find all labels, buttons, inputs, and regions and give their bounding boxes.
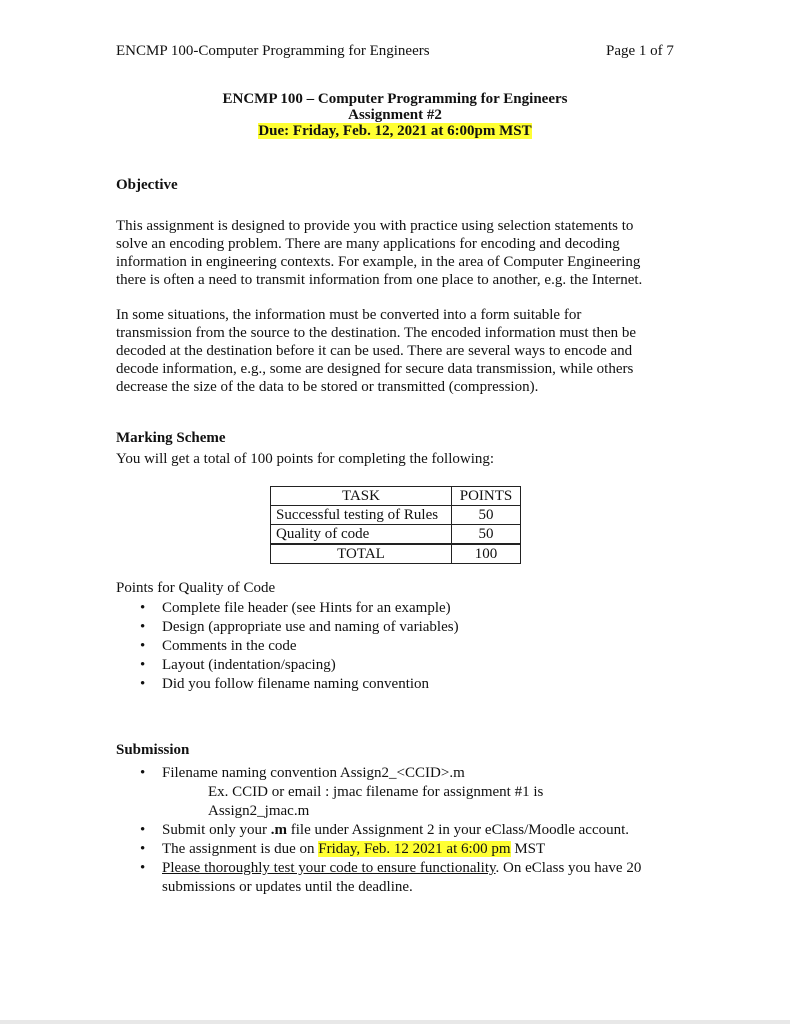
document-title: ENCMP 100 – Computer Programming for Engineers (222, 91, 568, 107)
due-date-highlight: Due: Friday, Feb. 12, 2021 at 6:00pm MST (258, 123, 532, 139)
table-header-task: TASK (271, 487, 452, 506)
table-total-row (271, 544, 521, 564)
assignment-number: Assignment #2 (348, 107, 442, 123)
bullet-icon: • (140, 841, 146, 857)
list-item: • The assignment is due on Friday, Feb. 12 2021 at 6:00 pm MST (140, 841, 546, 857)
bullet-icon: • (140, 657, 146, 673)
testing-instruction-line2: submissions or updates until the deadline. (162, 879, 413, 895)
table-cell-task: Successful testing of Rules (271, 506, 452, 525)
page-number: Page 1 of 7 (606, 43, 674, 59)
bullet-icon: • (140, 822, 146, 838)
list-item: • Complete file header (see Hints for an example) (140, 600, 451, 616)
table-total-label: TOTAL (271, 544, 452, 564)
table-total-value: 100 (452, 544, 521, 564)
bullet-icon: • (140, 619, 146, 635)
table-cell-points: 50 (452, 525, 521, 545)
list-item: • Design (appropriate use and naming of variables) (140, 619, 459, 635)
submission-heading: Submission (116, 742, 190, 758)
page-bottom-edge (0, 1020, 790, 1024)
submission-list (116, 764, 641, 897)
marking-scheme-heading: Marking Scheme (116, 430, 226, 446)
table-row (271, 525, 521, 545)
filename-convention: Filename naming convention Assign2_<CCID>.m (162, 765, 465, 781)
list-item-continuation (116, 783, 641, 821)
due-date-inline-highlight: Friday, Feb. 12 2021 at 6:00 pm (318, 841, 511, 857)
list-item (116, 764, 641, 783)
list-item: • Did you follow filename naming convention (140, 676, 430, 692)
title-block (0, 91, 790, 139)
list-item: • Layout (indentation/spacing) (140, 657, 336, 673)
table-row (271, 506, 521, 525)
bullet-icon: • (140, 638, 146, 654)
filename-example: Ex. CCID or email : jmac filename for assignment #1 is (208, 784, 544, 800)
quality-list (116, 599, 459, 694)
testing-instruction-underlined: Please thoroughly test your code to ensure functionality (162, 860, 496, 876)
list-item: • Submit only your .m file under Assignment 2 in your eClass/Moodle account. (140, 822, 630, 838)
running-header-course: ENCMP 100-Computer Programming for Engineers (116, 43, 430, 59)
bullet-icon: • (140, 860, 146, 876)
objective-heading: Objective (116, 177, 178, 193)
objective-paragraph-2: In some situations, the information must be converted into a form suitable for transmission from the source to the destination. The encoded information must then be decoded at the destination before it can be used. There are several ways to encode and decode information, e.g., some are designed for secure data transmission, while others decrease the size of the data to be stored or transmitted (compression). (116, 307, 637, 395)
bullet-icon: • (140, 765, 146, 781)
marking-intro: You will get a total of 100 points for completing the following: (116, 451, 495, 467)
marking-table (270, 486, 521, 564)
table-header-row (271, 487, 521, 506)
bullet-icon: • (140, 676, 146, 692)
table-cell-points: 50 (452, 506, 521, 525)
table-cell-task: Quality of code (271, 525, 452, 545)
list-item: • Please thoroughly test your code to ensure functionality. On eClass you have 20 submissions or updates until the deadline. (140, 860, 642, 895)
bullet-icon: • (140, 600, 146, 616)
objective-paragraph-1: This assignment is designed to provide you with practice using selection statements to solve an encoding problem. There are many applications for encoding and decoding information in engineering contexts. For example, in the area of Computer Engineering there is often a need to transmit information from one place to another, e.g. the Internet. (116, 218, 643, 288)
filename-example-name: Assign2_jmac.m (208, 803, 310, 819)
table-header-points: POINTS (452, 487, 521, 506)
list-item: • Comments in the code (140, 638, 297, 654)
quality-heading: Points for Quality of Code (116, 580, 276, 596)
